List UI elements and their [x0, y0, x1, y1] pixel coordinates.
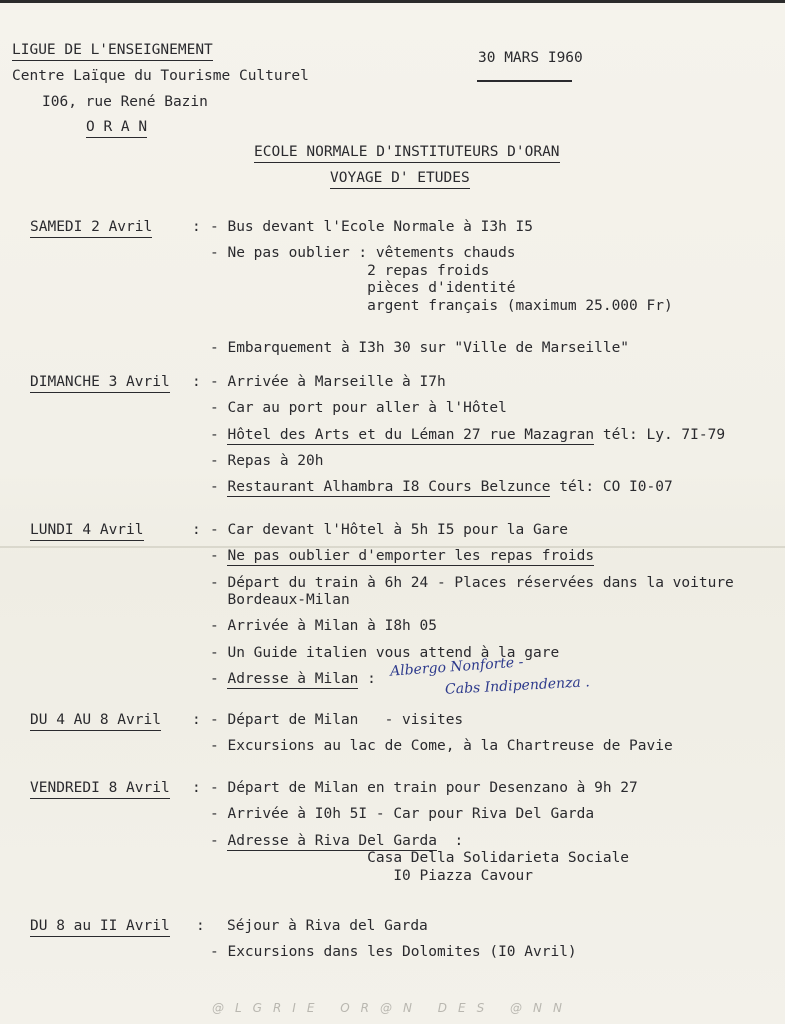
date-rule — [477, 80, 572, 82]
schedule-item: - Ne pas oublier : vêtements chauds — [210, 245, 516, 262]
schedule-item: - Arrivée à I0h 5I - Car pour Riva Del Garda — [210, 806, 595, 823]
day-heading: LUNDI 4 Avril — [30, 521, 144, 541]
item-underlined: Ne pas oublier d'emporter les repas froids — [227, 548, 595, 565]
schedule-item: argent français (maximum 25.000 Fr) — [210, 297, 673, 314]
schedule-item: - Car devant l'Hôtel à 5h I5 pour la Gare — [210, 522, 568, 538]
schedule-item: - Embarquement à I3h 30 sur "Ville de Marseille" — [210, 340, 630, 357]
schedule-item: - Bus devant l'Ecole Normale à I3h I5 — [210, 219, 534, 235]
letter-date: 30 MARS I960 — [478, 50, 583, 66]
handwritten-hotel: Albergo Nonforte - — [389, 654, 524, 680]
item-underlined: Restaurant Alhambra I8 Cours Belzunce — [227, 479, 551, 496]
schedule-item — [210, 478, 673, 496]
item-prefix: - — [210, 479, 228, 496]
schedule-item: Bordeaux-Milan — [210, 592, 350, 609]
day-separator: : — [196, 918, 205, 934]
item-suffix: tél: CO I0-07 — [550, 479, 673, 496]
item-underlined: Adresse à Milan — [227, 671, 359, 687]
day-heading: VENDREDI 8 Avril — [30, 779, 170, 799]
item-prefix: - — [210, 548, 228, 565]
item-underlined: Adresse à Riva Del Garda — [227, 832, 437, 849]
item-suffix: tél: Ly. 7I-79 — [594, 426, 726, 443]
schedule-item — [210, 670, 376, 688]
day-separator: : — [192, 780, 201, 796]
schedule-item: - Excursions au lac de Come, à la Chartreuse de Pavie — [210, 738, 673, 755]
day-heading: DU 4 AU 8 Avril — [30, 711, 161, 731]
centre-name: Centre Laïque du Tourisme Culturel — [12, 68, 309, 84]
schedule-item: - Excursions dans les Dolomites (I0 Avril) — [210, 944, 577, 961]
schedule-item: - Arrivée à Marseille à I7h — [210, 374, 446, 390]
item-underlined: Hôtel des Arts et du Léman 27 rue Mazagran — [227, 426, 595, 443]
handwritten-street: Cabs Indipendenza . — [444, 674, 591, 698]
schedule-item: - Repas à 20h — [210, 452, 324, 469]
top-edge — [0, 0, 785, 3]
watermark: @LGRIE OR@N DES @NN — [211, 1001, 574, 1015]
day-separator: : — [192, 219, 201, 235]
item-suffix: : — [436, 832, 464, 849]
city-name: O R A N — [86, 118, 147, 138]
schedule-item: - Départ de Milan en train pour Desenzano à 9h 27 — [210, 780, 638, 796]
schedule-item: - Car au port pour aller à l'Hôtel — [210, 400, 507, 417]
schedule-item: - Départ de Milan - visites — [210, 712, 464, 728]
schedule-item: pièces d'identité — [210, 280, 516, 297]
day-heading: SAMEDI 2 Avril — [30, 218, 152, 238]
street-address: I06, rue René Bazin — [42, 94, 208, 110]
org-name: LIGUE DE L'ENSEIGNEMENT — [12, 41, 213, 61]
day-heading: DU 8 au II Avril — [30, 917, 170, 937]
schedule-item — [210, 832, 463, 850]
item-suffix: : — [358, 671, 376, 687]
day-separator: : — [192, 374, 201, 390]
trip-title: VOYAGE D' ETUDES — [330, 169, 470, 189]
schedule-item: 2 repas froids — [210, 262, 490, 279]
schedule-item: Casa Della Solidarieta Sociale — [210, 850, 630, 867]
schedule-item — [210, 426, 725, 444]
schedule-item: Séjour à Riva del Garda — [227, 918, 428, 934]
item-prefix: - — [210, 832, 228, 849]
day-separator: : — [192, 712, 201, 728]
item-prefix: - — [210, 671, 228, 687]
schedule-item — [210, 547, 594, 565]
day-separator: : — [192, 522, 201, 538]
schedule-item: - Arrivée à Milan à I8h 05 — [210, 618, 437, 635]
schedule-item: - Un Guide italien vous attend à la gare — [210, 644, 560, 661]
schedule-item: - Départ du train à 6h 24 - Places réservées dans la voiture — [210, 574, 734, 591]
day-heading: DIMANCHE 3 Avril — [30, 373, 170, 393]
schedule-item: I0 Piazza Cavour — [210, 867, 534, 884]
item-prefix: - — [210, 426, 228, 443]
school-title: ECOLE NORMALE D'INSTITUTEURS D'ORAN — [254, 143, 560, 163]
